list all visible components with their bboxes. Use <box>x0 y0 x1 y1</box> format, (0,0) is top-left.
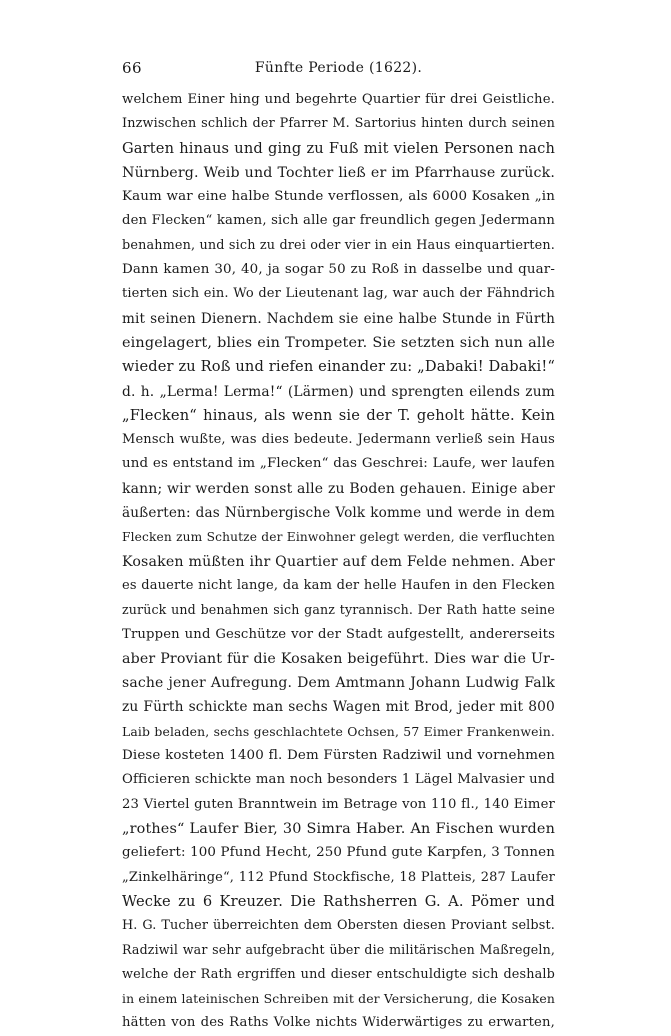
text-line: wieder zu Roß und riefen einander zu: „Dabaki! Dabaki!“ <box>122 358 556 376</box>
text-line: äußerten: das Nürnbergische Volk komme und werde in dem <box>122 505 555 522</box>
text-line: Wecke zu 6 Kreuzer. Die Rathsherren G. A. Pömer und <box>122 892 555 910</box>
page-number: 66 <box>122 59 143 77</box>
text-line: eingelagert, blies ein Trompeter. Sie setzten sich nun alle <box>122 334 555 351</box>
text-line: 23 Viertel guten Branntwein im Betrage von 110 fl., 140 Eimer <box>122 796 555 812</box>
body-text <box>122 88 555 1036</box>
text-line: es dauerte nicht lange, da kam der helle Haufen in den Flecken <box>122 577 555 593</box>
text-line: welchem Einer hing und begehrte Quartier für drei Geistliche. <box>122 92 555 107</box>
text-line: Inzwischen schlich der Pfarrer M. Sartorius hinten durch seinen <box>122 116 555 132</box>
text-line: Nürnberg. Weib und Tochter ließ er im Pfarrhause zurück. <box>122 164 555 181</box>
text-line: Kaum war eine halbe Stunde verflossen, als 6000 Kosaken „in <box>122 189 555 205</box>
text-line: und es entstand im „Flecken“ das Geschrei: Laufe, wer laufen <box>122 456 555 472</box>
text-line: Laib beladen, sechs geschlachtete Ochsen, 57 Eimer Frankenwein. <box>122 723 555 739</box>
text-line: „rothes“ Laufer Bier, 30 Simra Haber. An Fischen wurden <box>122 820 555 837</box>
text-line: Mensch wußte, was dies bedeute. Jedermann verließ sein Haus <box>122 432 555 448</box>
page-header <box>122 58 555 78</box>
text-line: geliefert: 100 Pfund Hecht, 250 Pfund gute Karpfen, 3 Tonnen <box>122 845 556 861</box>
text-line: Officieren schickte man noch besonders 1 Lägel Malvasier und <box>122 772 555 788</box>
text-line: „Zinkelhäringe“, 112 Pfund Stockfische, 18 Platteis, 287 Laufer <box>122 869 555 885</box>
text-line: Flecken zum Schutze der Einwohner gelegt werden, die verfluchten <box>122 530 555 545</box>
text-line: benahmen, und sich zu drei oder vier in ein Haus einquartierten. <box>122 237 555 253</box>
text-line: aber Proviant für die Kosaken beigeführt. Dies war die Ur- <box>122 650 555 667</box>
text-line: mit seinen Dienern. Nachdem sie eine halbe Stunde in Fürth <box>122 310 555 327</box>
text-line: Truppen und Geschütze vor der Stadt aufgestellt, andererseits <box>122 626 555 642</box>
text-line: Garten hinaus und ging zu Fuß mit vielen Personen nach <box>122 139 555 157</box>
text-line: „Flecken“ hinaus, als wenn sie der T. geholt hätte. Kein <box>122 406 555 424</box>
text-line: Radziwil war sehr aufgebracht über die militärischen Maßregeln, <box>122 942 555 958</box>
text-line: Dann kamen 30, 40, ja sogar 50 zu Roß in dasselbe und quar- <box>122 262 555 278</box>
text-line: H. G. Tucher überreichten dem Obersten diesen Proviant selbst. <box>122 918 555 934</box>
running-title: Fünfte Periode (1622). <box>254 60 423 76</box>
text-line: sache jener Aufregung. Dem Amtmann Johann Ludwig Falk <box>122 675 555 692</box>
text-line: Diese kosteten 1400 fl. Dem Fürsten Radziwil und vornehmen <box>122 748 555 764</box>
text-line: zu Fürth schickte man sechs Wagen mit Brod, jeder mit 800 <box>122 699 555 716</box>
text-line: zurück und benahmen sich ganz tyrannisch. Der Rath hatte seine <box>122 602 555 618</box>
text-line: Kosaken müßten ihr Quartier auf dem Felde nehmen. Aber <box>122 553 555 570</box>
text-line: kann; wir werden sonst alle zu Boden gehauen. Einige aber <box>122 480 555 497</box>
text-line: in einem lateinischen Schreiben mit der Versicherung, die Kosaken <box>122 990 556 1006</box>
text-line: tierten sich ein. Wo der Lieutenant lag, war auch der Fähndrich <box>122 286 555 302</box>
text-line: welche der Rath ergriffen und dieser entschuldigte sich deshalb <box>122 966 555 982</box>
text-line: d. h. „Lerma! Lerma!“ (Lärmen) und sprengten eilends zum <box>122 383 555 400</box>
text-line: hätten von des Raths Volke nichts Widerwärtiges zu erwarten, <box>122 1015 555 1031</box>
text-line: den Flecken“ kamen, sich alle gar freundlich gegen Jedermann <box>122 213 555 229</box>
